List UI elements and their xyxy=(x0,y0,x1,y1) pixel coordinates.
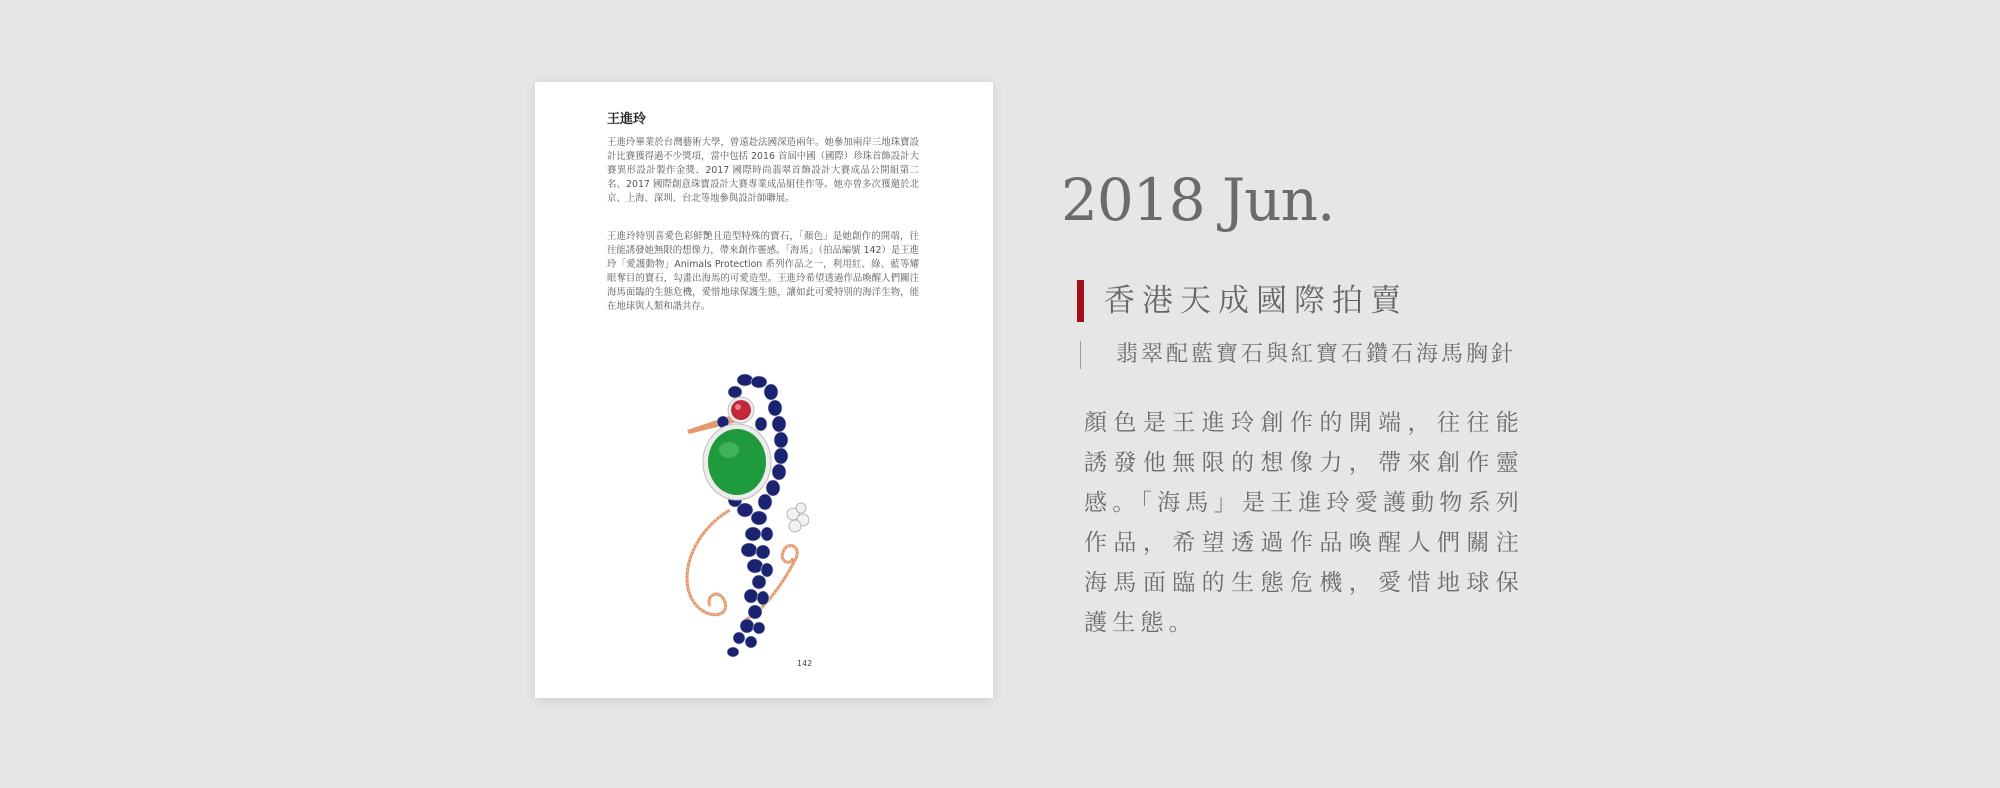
lot-title: 翡翠配藍寶石與紅寶石鑽石海馬胸針 xyxy=(1116,342,1517,367)
seahorse-brooch-image xyxy=(675,370,815,670)
catalog-page xyxy=(535,82,993,698)
divider-line xyxy=(1080,341,1081,369)
accent-bar xyxy=(1077,280,1084,322)
page-number: 142 xyxy=(797,659,813,668)
lot-description: 顏色是王進玲創作的開端，往往能誘發他無限的想像力，帶來創作靈感。「海馬」是王進玲愛護動物系列作品，希望透過作品喚醒人們關注海馬面臨的生態危機，愛惜地球保護生態。 xyxy=(1084,410,1524,636)
work-description: 王進玲特別喜愛色彩鮮艷且造型特殊的寶石，「顏色」是她創作的開端，往往能誘發她無限的想像力，帶來創作靈感。「海馬」（拍品編號 142）是王進玲「愛護動物」Animals Protection 系列作品之一，利用紅、綠、藍等耀眼奪目的寶石，勾畫出海馬的可愛造型。王進玲希望透過作品喚醒人們關注海馬面臨的生態危機，愛惜地球保護生態，讓如此可愛特別的海洋生物，能在地球與人類和諧共存。 xyxy=(607,231,919,312)
designer-name: 王進玲 xyxy=(607,112,647,127)
auction-house-title: 香港天成國際拍賣 xyxy=(1104,283,1408,319)
date-heading: 2018 Jun. xyxy=(1061,166,1335,234)
designer-bio: 王進玲畢業於台灣藝術大學，曾遠赴法國深造兩年。她參加兩岸三地珠寶設計比賽獲得過不少獎項，當中包括 2016 首屆中國（國際）珍珠首飾設計大賽異形設計製作金獎、2017 國際時尚翡翠首飾設計大賽成品公開組第二名、2017 國際創意珠寶設計大賽專業成品組佳作等。她亦曾多次獲邀於北京、上海、深圳、台北等地參與設計師聯展。 xyxy=(607,137,919,204)
